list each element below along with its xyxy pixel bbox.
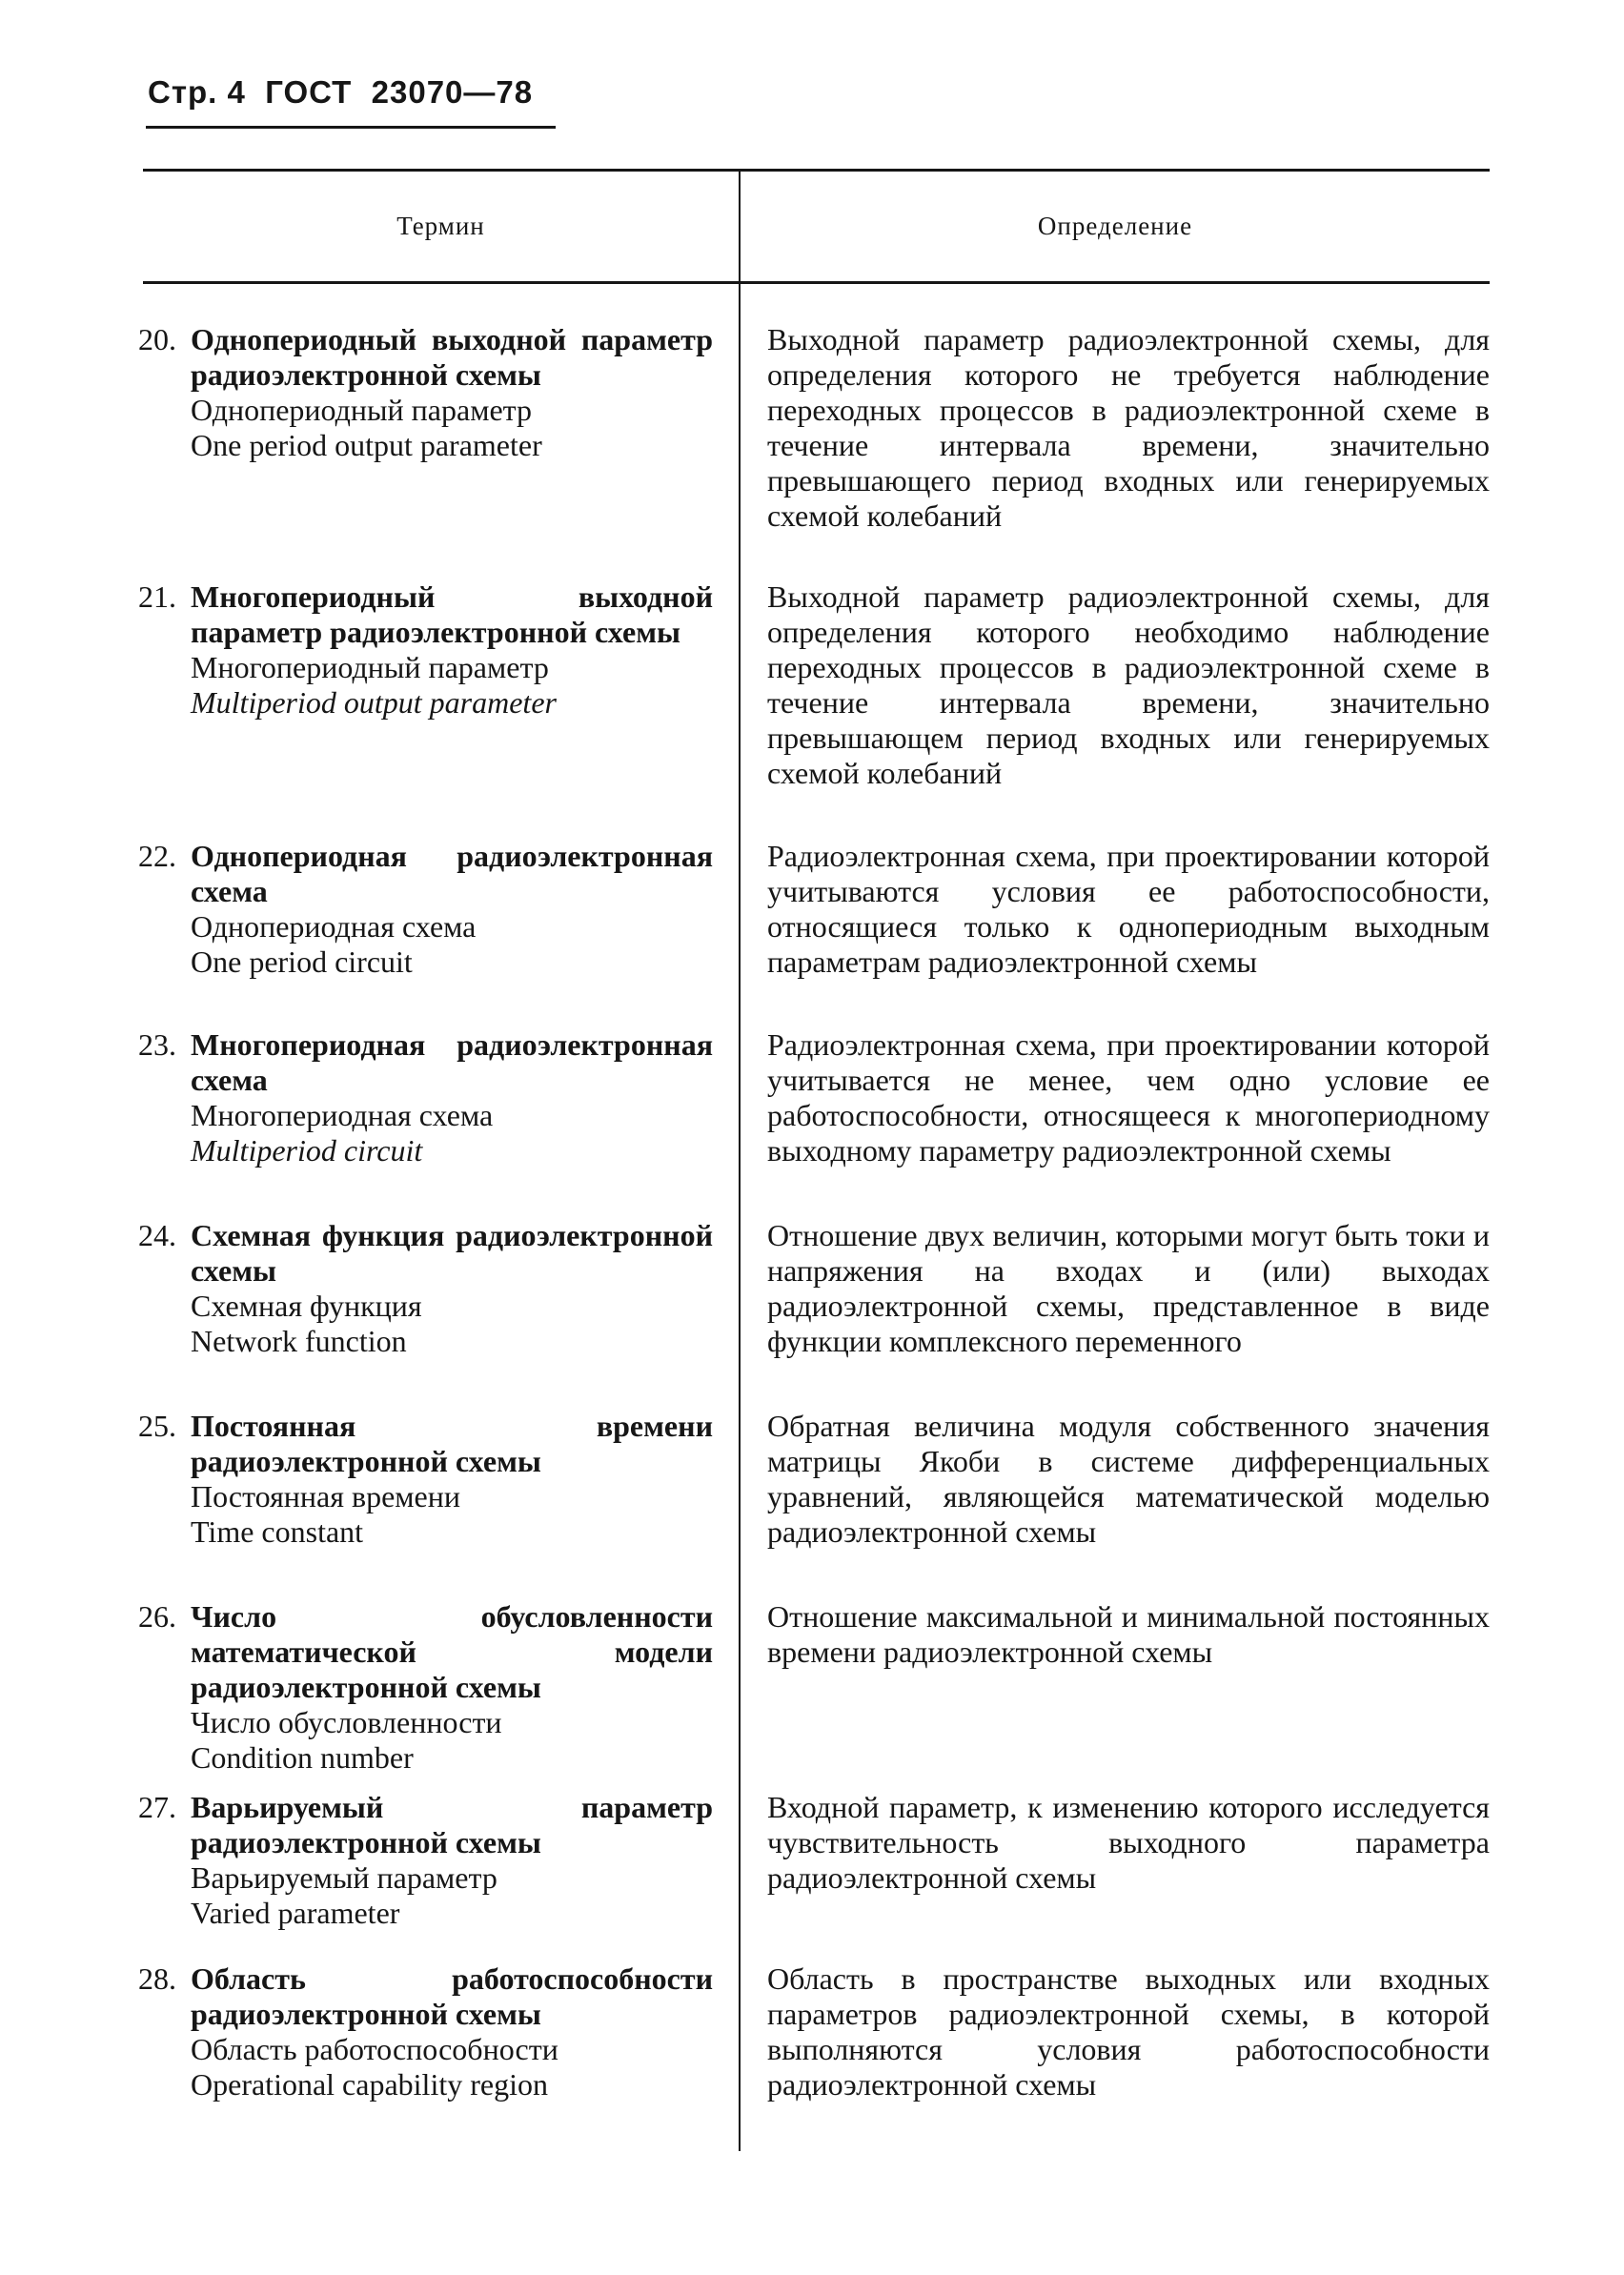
term-cell xyxy=(138,1961,713,2102)
term-english: Condition number xyxy=(191,1740,414,1775)
table-top-rule xyxy=(143,169,1490,172)
term-name: Однопериодный выходной параметр радиоэлектронной схемы xyxy=(191,322,713,392)
definition-cell: Выходной параметр радиоэлектронной схемы, для определения которого необходимо наблюдение переходных процессов в радиоэлектронной схеме в течение интервала времени, значительно превышающем период входных или генерируемых схемой колебаний xyxy=(767,579,1490,790)
term-name: Постоянная времени радиоэлектронной схемы xyxy=(191,1409,713,1478)
definition-cell: Область в пространстве выходных или входных параметров радиоэлектронной схемы, в которой выполняются условия работоспособности радиоэлектронной схемы xyxy=(767,1961,1490,2102)
definition-cell: Отношение двух величин, которыми могут быть токи и напряжения на входах и (или) выходах радиоэлектронной схемы, представленное в виде функции комплексного переменного xyxy=(767,1218,1490,1358)
term-cell xyxy=(138,1599,713,1776)
term-english: Network function xyxy=(191,1324,407,1358)
term-number: 27. xyxy=(138,1790,176,1824)
term-number: 20. xyxy=(138,322,176,356)
term-short-form: Варьируемый параметр xyxy=(191,1860,497,1895)
term-english: Time constant xyxy=(191,1514,364,1549)
term-english: One period output parameter xyxy=(191,428,542,462)
column-header-definition: Определение xyxy=(1037,212,1193,240)
term-short-form: Многопериодная схема xyxy=(191,1098,494,1132)
definition-cell: Отношение максимальной и минимальной постоянных времени радиоэлектронной схемы xyxy=(767,1599,1490,1669)
definition-cell: Радиоэлектронная схема, при проектировании которой учитываются условия ее работоспособности, относящиеся только к однопериодным выходным параметрам радиоэлектронной схемы xyxy=(767,839,1490,979)
term-short-form: Многопериодный параметр xyxy=(191,650,549,684)
term-name: Варьируемый параметр радиоэлектронной схемы xyxy=(191,1790,713,1859)
term-cell xyxy=(138,839,713,980)
term-english: Multiperiod circuit xyxy=(191,1133,423,1168)
page-number: Стр. 4 xyxy=(148,74,246,110)
term-number: 26. xyxy=(138,1599,176,1634)
term-name: Схемная функция радиоэлектронной схемы xyxy=(191,1218,713,1288)
term-name: Область работоспособности радиоэлектронной схемы xyxy=(191,1961,713,2031)
definition-cell: Обратная величина модуля собственного значения матрицы Якоби в системе дифференциальных уравнений, являющейся математической моделью радиоэлектронной схемы xyxy=(767,1409,1490,1549)
term-name: Число обусловленности математической модели радиоэлектронной схемы xyxy=(191,1599,713,1704)
term-name: Многопериодная радиоэлектронная схема xyxy=(191,1027,713,1097)
term-number: 28. xyxy=(138,1961,176,1996)
term-number: 22. xyxy=(138,839,176,873)
table-header-rule xyxy=(143,281,1490,284)
term-cell xyxy=(138,322,713,463)
term-english: One period circuit xyxy=(191,945,413,979)
term-short-form: Постоянная времени xyxy=(191,1479,460,1513)
term-number: 24. xyxy=(138,1218,176,1252)
column-divider xyxy=(739,172,741,2151)
page-header xyxy=(148,74,533,111)
term-cell xyxy=(138,1218,713,1359)
header-underline xyxy=(146,126,556,129)
term-english: Operational capability region xyxy=(191,2067,548,2102)
term-short-form: Число обусловленности xyxy=(191,1705,502,1739)
standard-number: 23070—78 xyxy=(371,74,534,110)
definition-cell: Выходной параметр радиоэлектронной схемы, для определения которого не требуется наблюдение переходных процессов в радиоэлектронной схеме в течение интервала времени, значительно превышающего период входных или генерируемых схемой колебаний xyxy=(767,322,1490,533)
column-header-term: Термин xyxy=(396,212,485,240)
standard-label: ГОСТ xyxy=(265,74,353,110)
term-number: 21. xyxy=(138,579,176,614)
term-cell xyxy=(138,1409,713,1550)
term-short-form: Однопериодная схема xyxy=(191,909,477,944)
term-cell xyxy=(138,1027,713,1168)
definition-cell: Радиоэлектронная схема, при проектировании которой учитывается не менее, чем одно условие ее работоспособности, относящееся к многопериодному выходному параметру радиоэлектронной схемы xyxy=(767,1027,1490,1168)
term-name: Многопериодный выходной параметр радиоэлектронной схемы xyxy=(191,579,713,649)
term-cell xyxy=(138,1790,713,1931)
term-short-form: Схемная функция xyxy=(191,1289,422,1323)
term-short-form: Однопериодный параметр xyxy=(191,393,533,427)
term-number: 23. xyxy=(138,1027,176,1062)
term-name: Однопериодная радиоэлектронная схема xyxy=(191,839,713,908)
term-short-form: Область работоспособности xyxy=(191,2032,558,2066)
term-english: Varied parameter xyxy=(191,1896,400,1930)
term-cell xyxy=(138,579,713,721)
term-number: 25. xyxy=(138,1409,176,1443)
term-english: Multiperiod output parameter xyxy=(191,685,557,720)
definition-cell: Входной параметр, к изменению которого исследуется чувствительность выходного параметра радиоэлектронной схемы xyxy=(767,1790,1490,1895)
